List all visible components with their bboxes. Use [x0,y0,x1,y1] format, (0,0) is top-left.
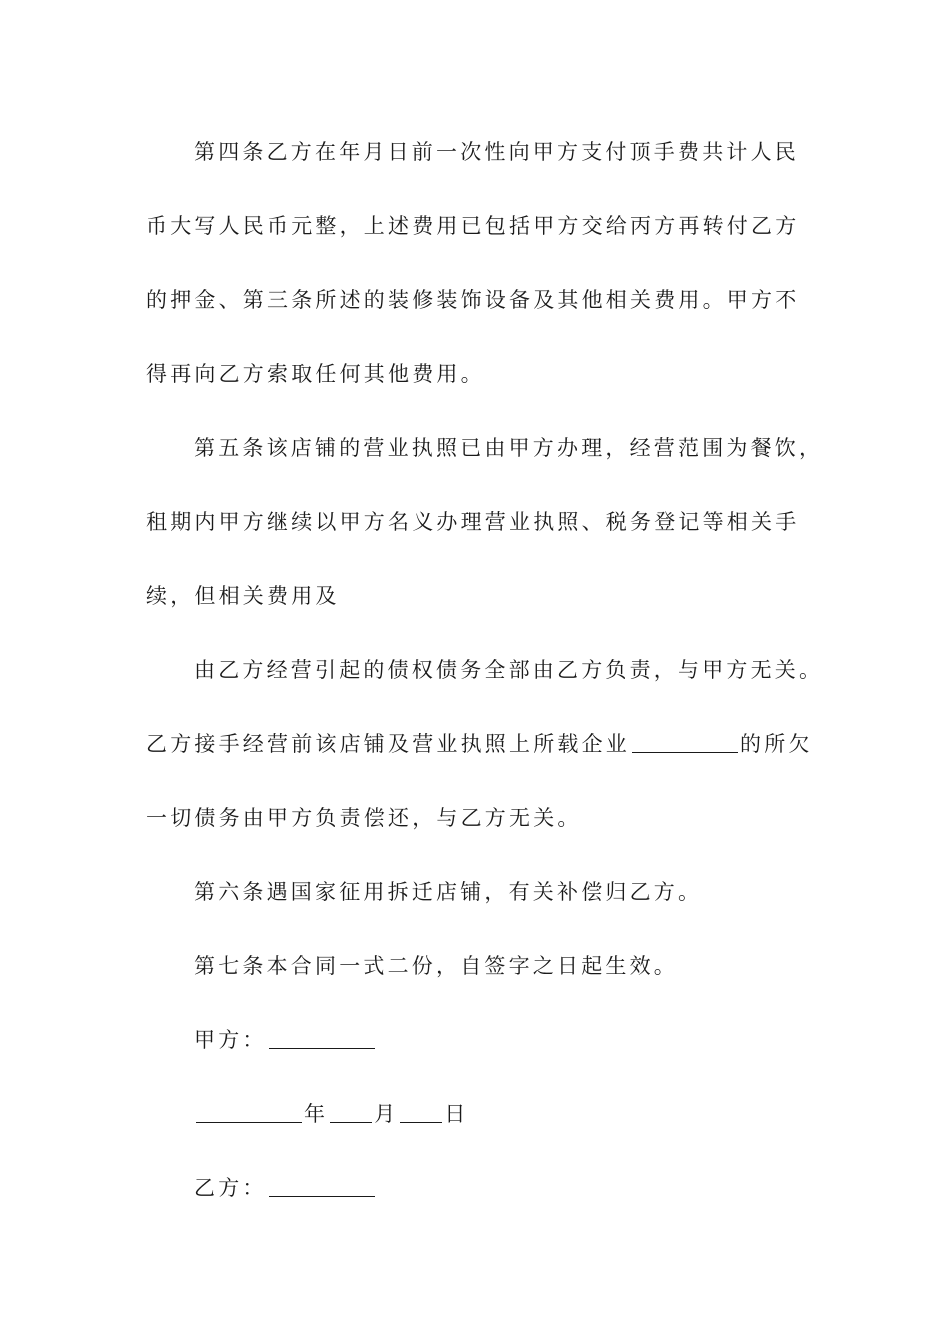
article-7: 第七条本合同一式二份，自签字之日起生效。 [194,954,678,978]
year-blank [196,1100,302,1123]
article-4-line-1: 第四条乙方在年月日前一次性向甲方支付顶手费共计人民 [194,140,799,164]
debt-clause-text-after: 的所欠 [740,732,813,756]
month-blank [330,1100,372,1123]
contract-body [146,133,824,1243]
article-6: 第六条遇国家征用拆迁店铺，有关补偿归乙方。 [194,880,703,904]
date-line [146,1095,811,1133]
article-4-line-4: 得再向乙方索取任何其他费用。 [146,362,485,386]
day-blank [400,1100,442,1123]
article-5-line-2: 租期内甲方继续以甲方名义办理营业执照、税务登记等相关手 [146,510,800,534]
party-b-signature-line [146,1169,811,1207]
debt-clause-line-2 [146,725,811,763]
party-a-blank [269,1026,375,1049]
article-4-line-3: 的押金、第三条所述的装修装饰设备及其他相关费用。甲方不 [146,288,800,312]
party-b-blank [269,1174,375,1197]
article-4-line-2: 币大写人民币元整，上述费用已包括甲方交给丙方再转付乙方 [146,214,800,238]
article-5-line-3: 续，但相关费用及 [146,584,340,608]
month-label: 月 [374,1102,399,1126]
article-5-line-1: 第五条该店铺的营业执照已由甲方办理，经营范围为餐饮， [194,436,824,460]
party-a-label: 甲方： [194,1028,267,1052]
day-label: 日 [444,1102,469,1126]
debt-clause-line-1: 由乙方经营引起的债权债务全部由乙方负责，与甲方无关。 [194,658,824,682]
year-label: 年 [304,1102,329,1126]
party-a-signature-line [146,1021,811,1059]
debt-clause-text-before: 乙方接手经营前该店铺及营业执照上所载企业 [146,732,630,756]
enterprise-name-blank [632,730,738,753]
debt-clause-line-3: 一切债务由甲方负责偿还，与乙方无关。 [146,806,582,830]
party-b-label: 乙方： [194,1176,267,1200]
